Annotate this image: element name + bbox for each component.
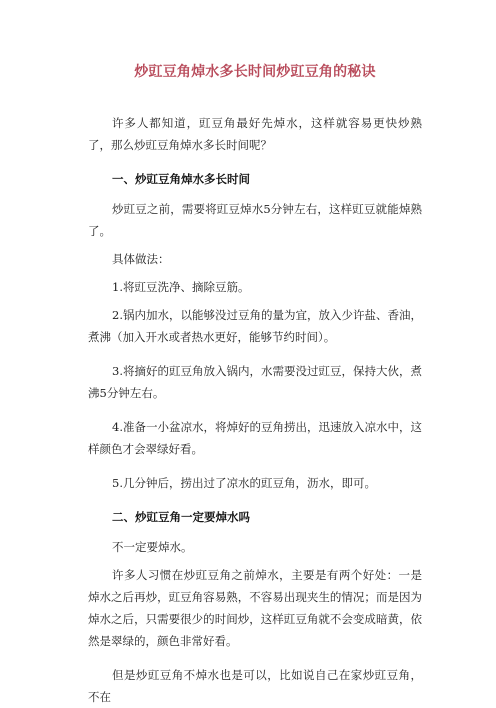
document-title: 炒豇豆角焯水多长时间炒豇豆角的秘诀 <box>134 64 376 80</box>
section-2-paragraph-1: 不一定要焯水。 <box>112 540 193 554</box>
section-2-paragraph-2: 许多人习惯在炒豇豆角之前焯水，主要是有两个好处：一是焯水之后再炒，豇豆角容易熟，不容易出现夹生的情况；而是因为焯水之后，只需要很少的时间炒，这样豇豆角就不会变成暗黄，依然是翠绿的，颜色非常好看。 <box>88 568 422 648</box>
intro-paragraph: 许多人都知道，豇豆角最好先焯水，这样就容易更快炒熟了，那么炒豇豆角焯水多长时间呢？ <box>88 116 422 152</box>
step-1: 1.将豇豆洗净、摘除豆筋。 <box>112 280 250 294</box>
section-1-paragraph-2: 具体做法： <box>112 252 170 266</box>
step-3: 3.将摘好的豇豆角放入锅内，水需要没过豇豆，保持大伙，煮沸5分钟左右。 <box>88 364 422 400</box>
step-4: 4.准备一小盆凉水，将焯好的豆角捞出，迅速放入凉水中，这样颜色才会翠绿好看。 <box>88 420 422 456</box>
section-1-paragraph-1: 炒豇豆之前，需要将豇豆焯水5分钟左右，这样豇豆就能焯熟了。 <box>88 202 422 238</box>
section-1-heading: 一、炒豇豆角焯水多长时间 <box>112 172 250 186</box>
section-2-paragraph-3: 但是炒豇豆角不焯水也是可以，比如说自己在家炒豇豆角，不在 <box>88 668 422 704</box>
step-2: 2.锅内加水，以能够没过豆角的量为宜，放入少许盐、香油，煮沸（加入开水或者热水更好，能够节约时间）。 <box>88 308 422 344</box>
section-2-heading: 二、炒豇豆角一定要焯水吗 <box>112 510 250 524</box>
step-5: 5.几分钟后，捞出过了凉水的豇豆角，沥水，即可。 <box>112 476 376 490</box>
